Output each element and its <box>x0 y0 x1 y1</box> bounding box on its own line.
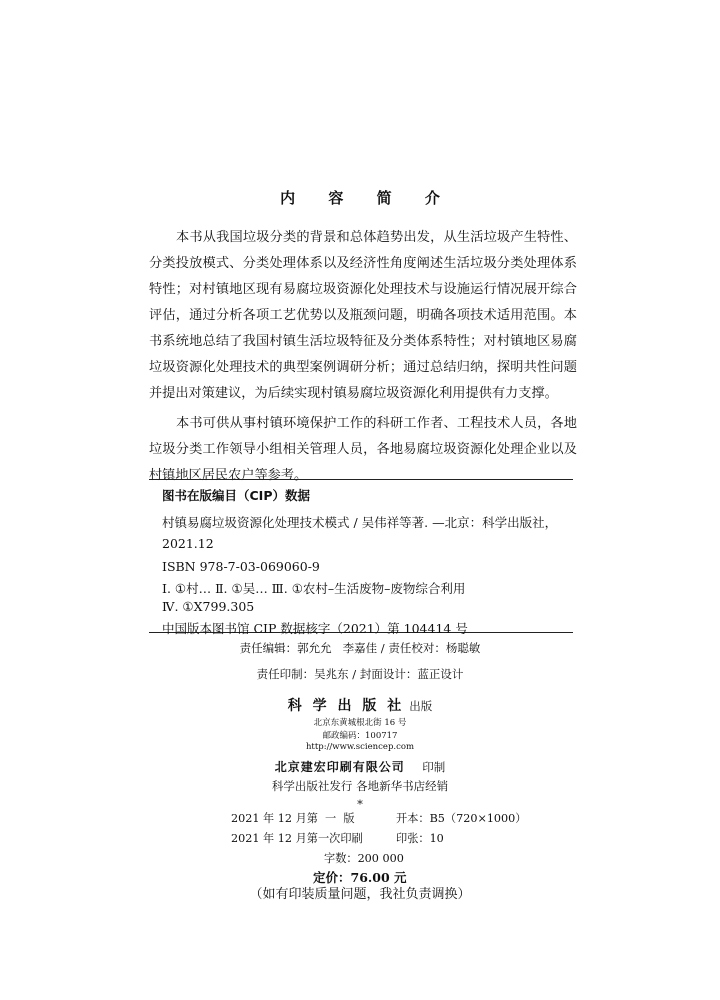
summary-paragraph: 本书可供从事村镇环境保护工作的科研工作者、工程技术人员，各地垃圾分类工作领导小组相关管理人员，各地易腐垃圾资源化处理企业以及村镇地区居民农户等参考。 <box>149 416 577 483</box>
print-sheets: 印张：10 <box>396 832 444 845</box>
editor-credits: 责任编辑：郭允允 李嘉佳 / 责任校对：杨聪敏 <box>239 641 481 655</box>
publisher-line <box>0 695 720 715</box>
publisher-suffix: 出版 <box>409 699 433 713</box>
publisher-address: 北京东黄城根北街 16 号 <box>313 718 407 728</box>
edition-date: 2021 年 12 月第 一 版 <box>231 812 355 825</box>
cip-heading: 图书在版编目（CIP）数据 <box>162 488 310 503</box>
cip-line: Ⅰ. ①村… Ⅱ. ①吴… Ⅲ. ①农村–生活废物–废物综合利用 <box>162 581 466 596</box>
cip-line: ISBN 978-7-03-069060-9 <box>162 559 320 574</box>
production-credits: 责任印制：吴兆东 / 封面设计：蓝正设计 <box>256 667 464 681</box>
separator-star: * <box>357 797 363 811</box>
cip-line: 中国版本图书馆 CIP 数据核字（2021）第 104414 号 <box>162 621 468 636</box>
format-size: 开本：B5（720×1000） <box>396 812 527 825</box>
cip-line: 2021.12 <box>162 536 214 551</box>
publisher-name: 科 学 出 版 社 <box>287 698 405 714</box>
printer-suffix: 印制 <box>422 760 446 774</box>
distribution-line: 科学出版社发行 各地新华书店经销 <box>271 779 449 793</box>
cip-line: Ⅳ. ①X799.305 <box>162 599 255 614</box>
printer-line <box>0 756 720 775</box>
summary-section <box>149 225 577 493</box>
word-count: 字数：200 000 <box>324 852 404 865</box>
publisher-url: http://www.sciencep.com <box>305 742 415 752</box>
print-date: 2021 年 12 月第一次印刷 <box>231 832 363 845</box>
summary-paragraph: 本书从我国垃圾分类的背景和总体趋势出发，从生活垃圾产生特性、分类投放模式、分类处理体系以及经济性角度阐述生活垃圾分类处理体系特性；对村镇地区现有易腐垃圾资源化处理技术与设施运行情况展开综合评估，通过分析各项工艺优势以及瓶颈问题，明确各项技术适用范围。本书系统地总结了我国村镇生活垃圾特征及分类体系特性；对村镇地区易腐垃圾资源化处理技术的典型案例调研分析；通过总结归纳，探明共性问题并提出对策建议，为后续实现村镇易腐垃圾资源化利用提供有力支撑。 <box>149 230 577 401</box>
quality-notice: （如有印装质量问题，我社负责调换） <box>249 887 471 902</box>
summary-title: 内 容 简 介 <box>280 189 454 207</box>
cip-data-block <box>149 479 573 636</box>
price: 定价：76.00 元 <box>313 870 407 885</box>
printer-name: 北京建宏印刷有限公司 <box>274 760 405 774</box>
cip-line: 村镇易腐垃圾资源化处理技术模式 / 吴伟祥等著. —北京：科学出版社， <box>162 515 558 530</box>
publisher-postcode: 邮政编码：100717 <box>322 731 398 741</box>
